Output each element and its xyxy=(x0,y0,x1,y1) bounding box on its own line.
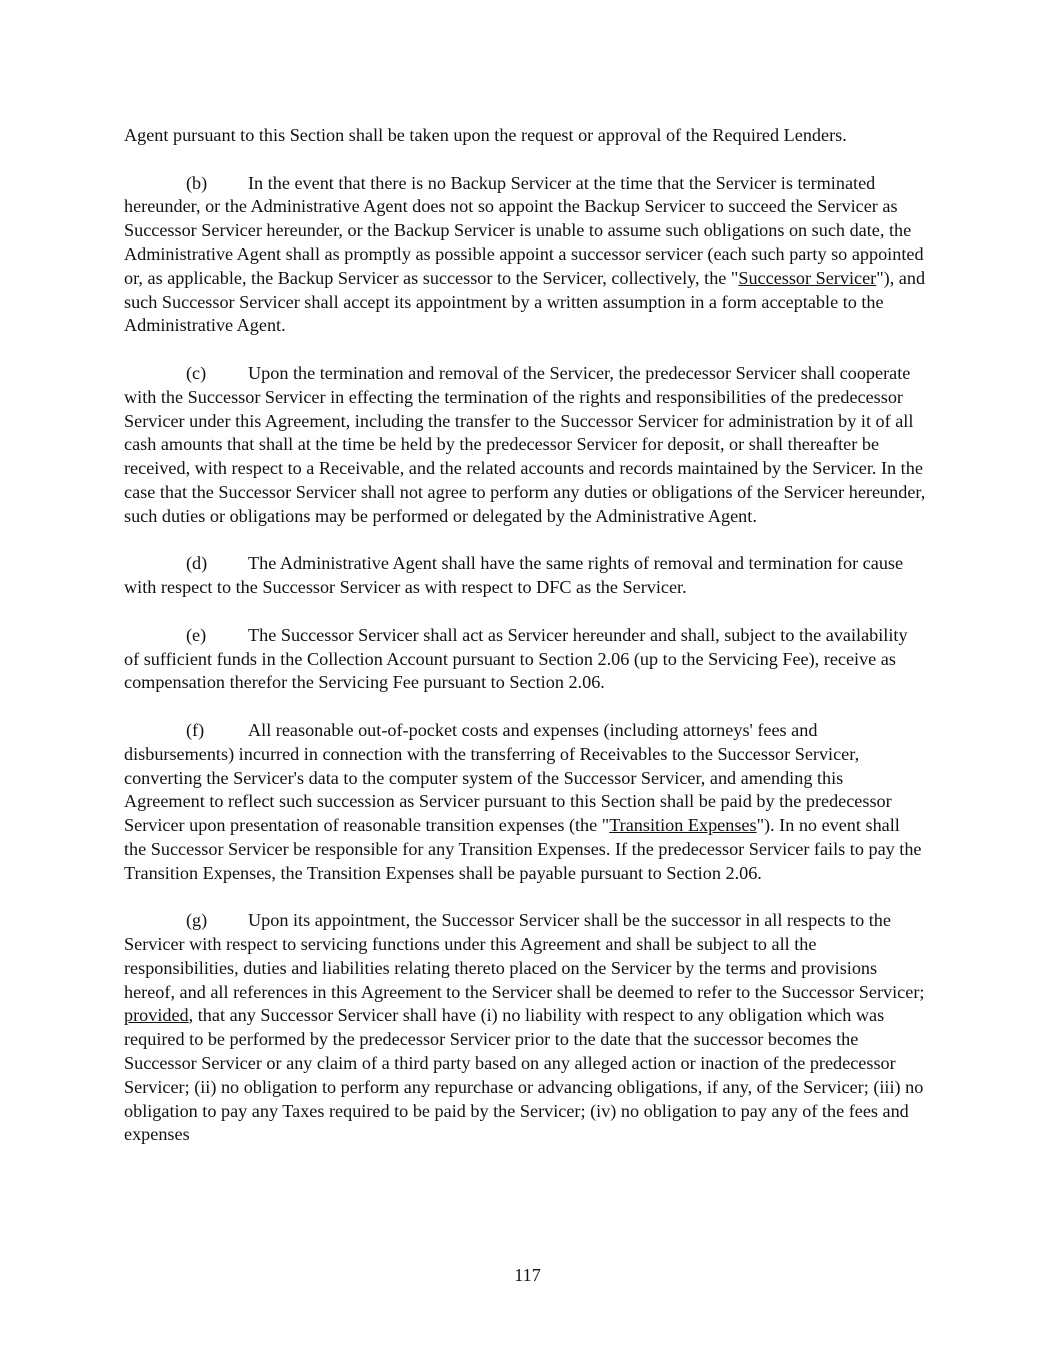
page-number: 117 xyxy=(514,1265,541,1285)
paragraph-intro xyxy=(124,124,926,148)
paragraph-e xyxy=(124,624,926,695)
paragraph-c-text: Upon the termination and removal of the Servicer, the predecessor Servicer shall cooperate with the Successor Servicer in effecting the termination of the rights and responsibilities of the predecessor Servicer under this Agreement, including the transfer to the Successor Servicer for administration by it of all cash amounts that shall at the time be held by the predecessor Servicer for deposit, or shall thereafter be received, with respect to a Receivable, and the related accounts and records maintained by the Servicer. In the case that the Successor Servicer shall not agree to perform any duties or obligations of the Servicer hereunder, such duties or obligations may be performed or delegated by the Administrative Agent. xyxy=(124,362,926,526)
paragraph-b xyxy=(124,172,926,339)
underlined-provided: provided xyxy=(124,1005,189,1026)
paragraph-b-label: (b) xyxy=(186,172,208,193)
paragraph-g xyxy=(124,909,926,1147)
defined-term-transition-expenses: Transition Expenses xyxy=(609,815,757,836)
paragraph-d-text: The Administrative Agent shall have the same rights of removal and termination for cause with respect to the Successor Servicer as with respect to DFC as the Servicer. xyxy=(124,553,904,598)
paragraph-g-text-1: Upon its appointment, the Successor Servicer shall be the successor in all respects to the Servicer with respect to servicing functions under this Agreement and shall be subject to all the responsibilities, duties and liabilities relating thereto placed on the Servicer by the terms and provisions hereof, and all references in this Agreement to the Servicer shall be deemed to refer to the Successor Servicer; xyxy=(124,910,925,1002)
paragraph-g-label: (g) xyxy=(186,910,208,931)
paragraph-f xyxy=(124,719,926,886)
intro-text: Agent pursuant to this Section shall be taken upon the request or approval of the Required Lenders. xyxy=(124,125,847,145)
paragraph-f-text-2: "). In no event shall the Successor Servicer be responsible for any Transition Expenses. If the predecessor Servicer fails to pay the Transition Expenses, the Transition Expenses shall be payable pursuant to Section 2.06. xyxy=(124,815,922,883)
document-body xyxy=(124,124,926,1171)
paragraph-d xyxy=(124,552,926,600)
paragraph-b-text-2: "), and such Successor Servicer shall accept its appointment by a written assumption in a form acceptable to the Administrative Agent. xyxy=(124,267,926,336)
paragraph-b-text-1: In the event that there is no Backup Servicer at the time that the Servicer is terminated hereunder, or the Administrative Agent does not so appoint the Backup Servicer to succeed the Servicer as Successor Servicer hereunder, or the Backup Servicer is unable to assume such obligations on such date, the Administrative Agent shall as promptly as possible appoint a successor servicer (each such party so appointed or, as applicable, the Backup Servicer as successor to the Servicer, collectively, the " xyxy=(124,172,924,288)
defined-term-successor-servicer: Successor Servicer xyxy=(738,267,877,288)
paragraph-e-label: (e) xyxy=(186,624,207,645)
paragraph-c-label: (c) xyxy=(186,362,207,383)
paragraph-f-label: (f) xyxy=(186,719,205,740)
paragraph-f-text-1: All reasonable out-of-pocket costs and expenses (including attorneys' fees and disbursements) incurred in connection with the transferring of Receivables to the Successor Servicer, converting the Servicer's data to the computer system of the Successor Servicer, and amending this Agreement to reflect such succession as Servicer pursuant to this Section shall be paid by the predecessor Servicer upon presentation of reasonable transition expenses (the " xyxy=(124,719,892,836)
paragraph-g-text-2: , that any Successor Servicer shall have (i) no liability with respect to any obligation which was required to be performed by the predecessor Servicer prior to the date that the successor becomes the Successor Servicer or any claim of a third party based on any alleged action or inaction of the predecessor Servicer; (ii) no obligation to perform any repurchase or advancing obligations, if any, of the Servicer; (iii) no obligation to pay any Taxes required to be paid by the Servicer; (iv) no obligation to pay any of the fees and expenses xyxy=(124,1005,924,1145)
paragraph-d-label: (d) xyxy=(186,553,208,574)
paragraph-e-text: The Successor Servicer shall act as Servicer hereunder and shall, subject to the availability of sufficient funds in the Collection Account pursuant to Section 2.06 (up to the Servicing Fee), receive as compensation therefor the Servicing Fee pursuant to Section 2.06. xyxy=(124,624,908,693)
paragraph-c xyxy=(124,362,926,529)
